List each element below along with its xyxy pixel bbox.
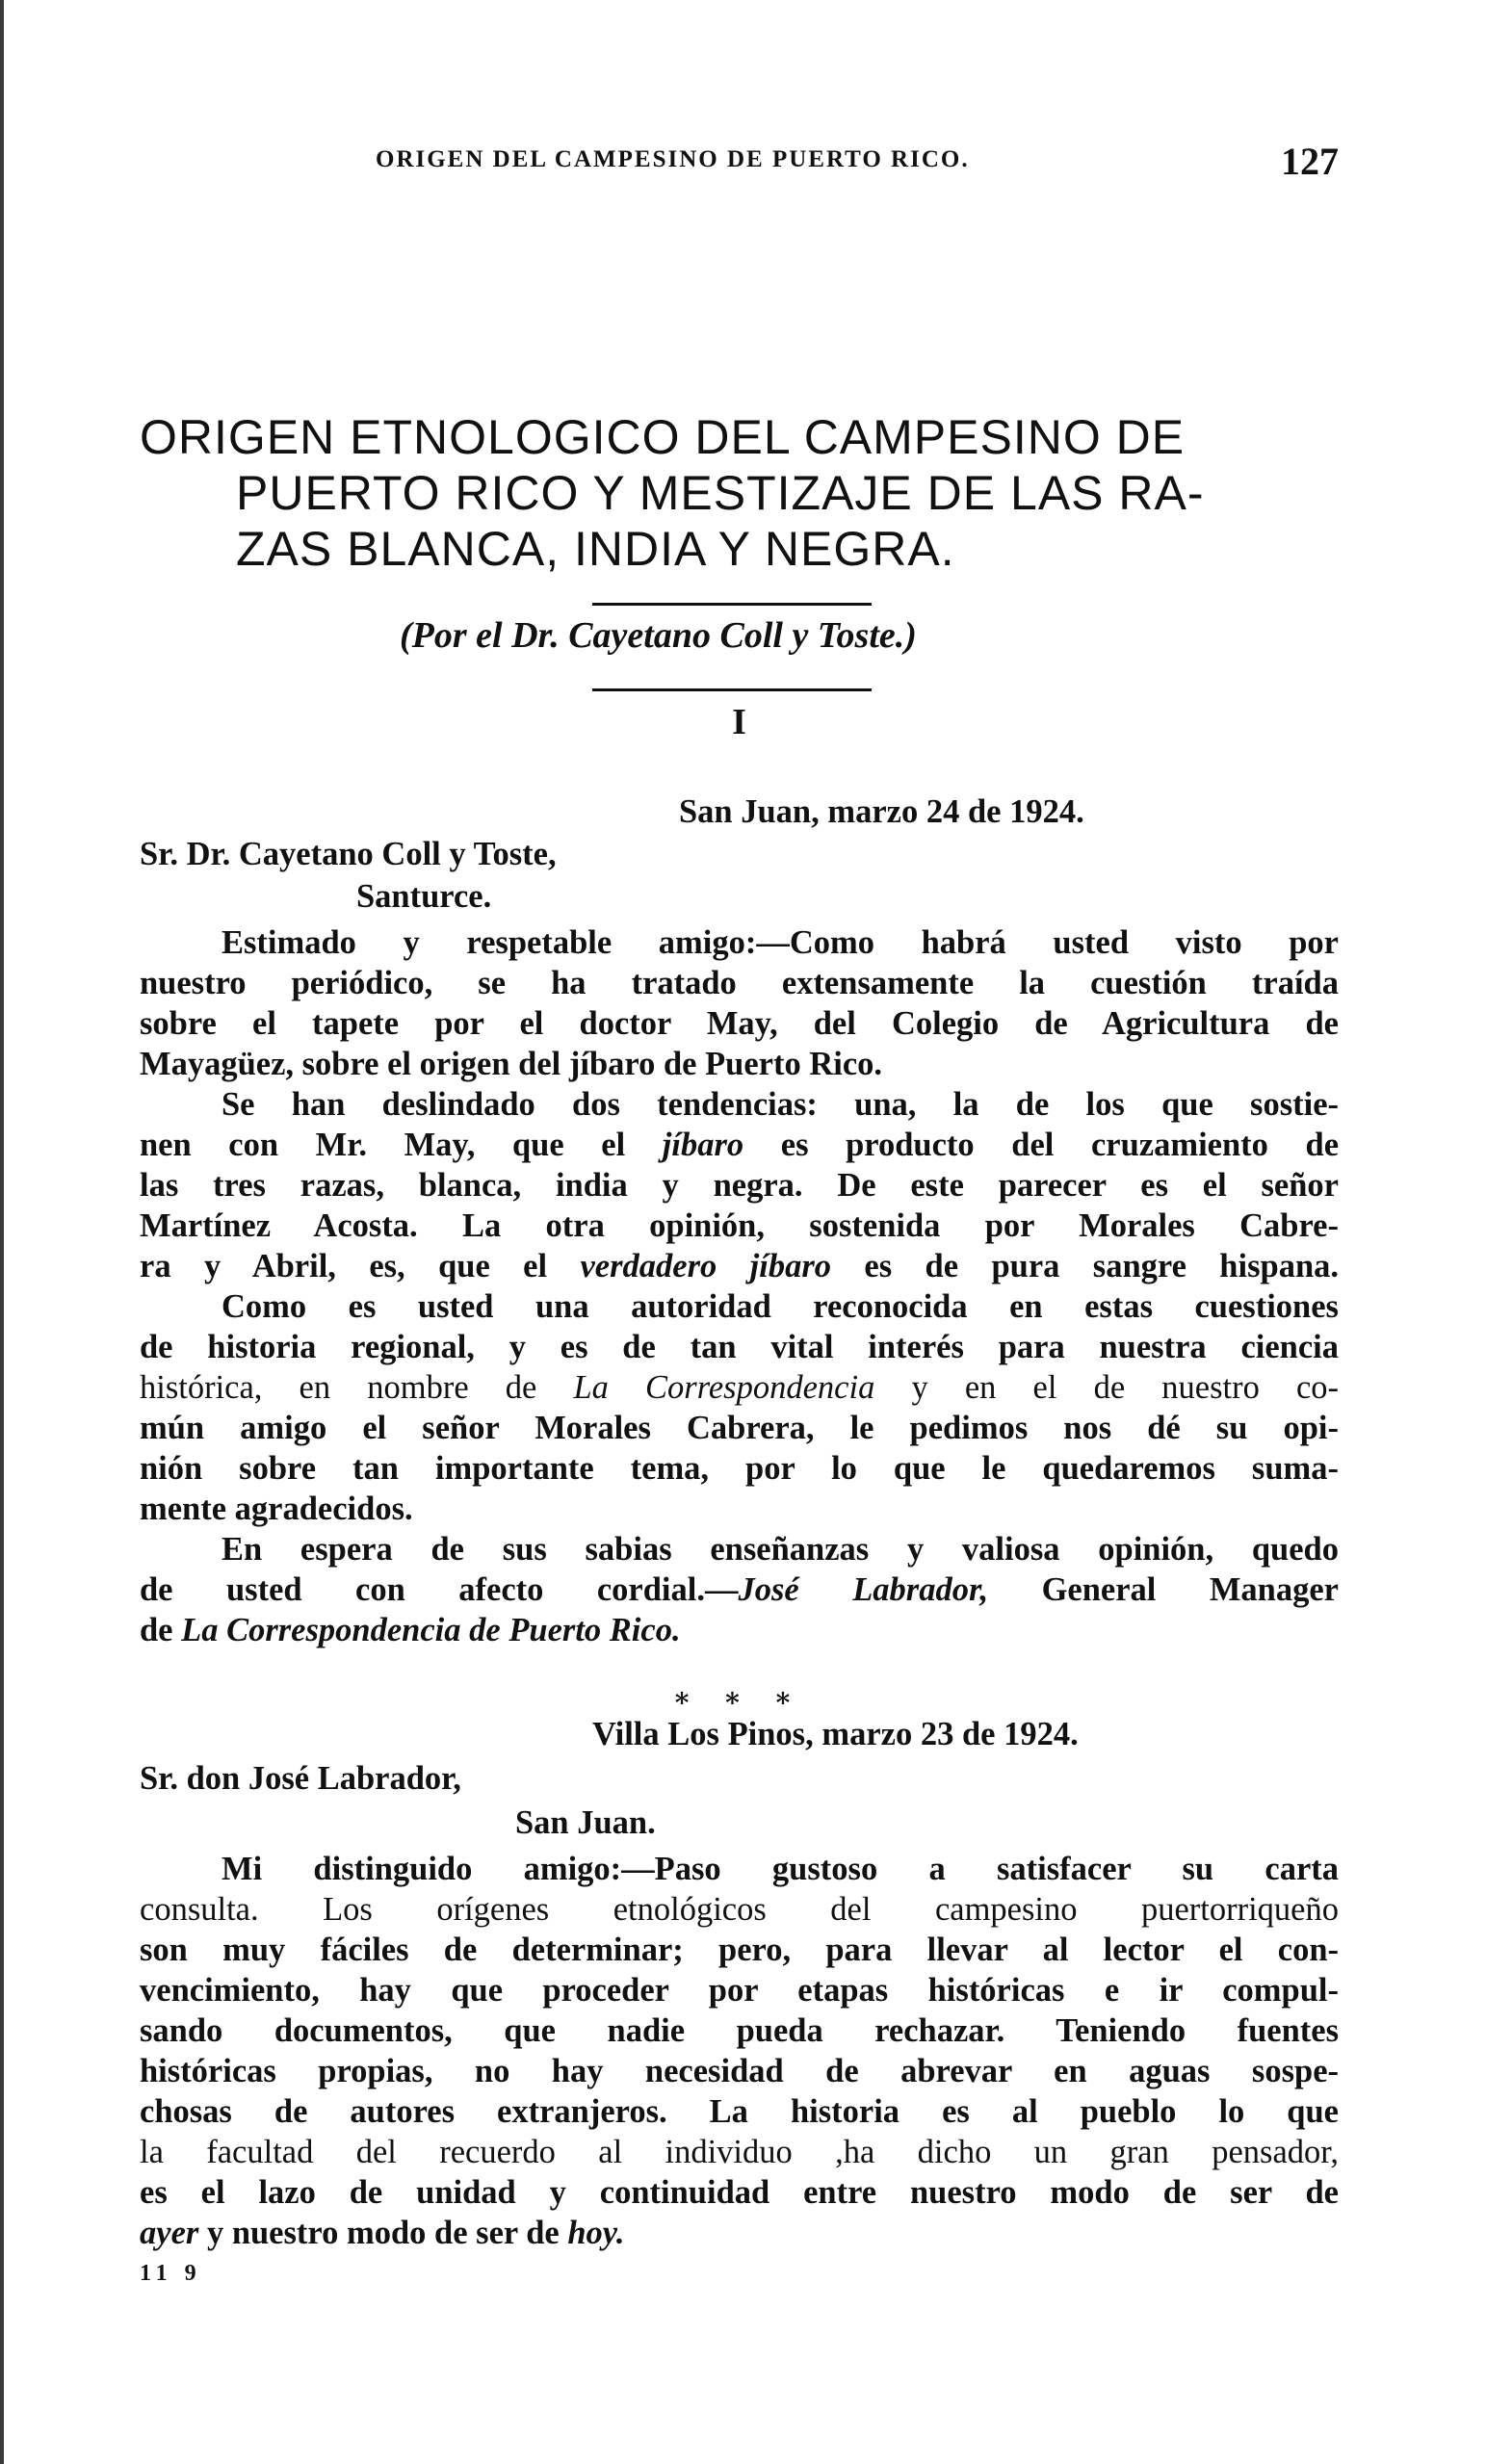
article-title bbox=[140, 409, 1339, 577]
emphasis: ayer bbox=[140, 2215, 199, 2251]
text-line: de historia regional, y es de tan vital interés para nuestra ciencia bbox=[140, 1329, 1339, 1365]
text-line: nión sobre tan importante tema, por lo que le quedaremos suma- bbox=[140, 1450, 1339, 1487]
text-line: históricas propias, no hay necesidad de abrevar en aguas sospe- bbox=[140, 2053, 1339, 2089]
text-line: nen con Mr. May, que el jíbaro es producto del cruzamiento de bbox=[140, 1127, 1340, 1163]
text-line: histórica, en nombre de La Correspondencia y en el de nuestro co- bbox=[140, 1369, 1340, 1406]
page-number: 127 bbox=[1281, 140, 1339, 183]
title-line: ORIGEN ETNOLOGICO DEL CAMPESINO DE bbox=[140, 410, 1186, 464]
emphasis: La Correspondencia de Puerto Rico. bbox=[181, 1612, 681, 1648]
emphasis: La Correspondencia bbox=[573, 1369, 875, 1406]
scan-edge bbox=[0, 0, 4, 2464]
text-line: es el lazo de unidad y continuidad entre nuestro modo de ser de bbox=[140, 2174, 1339, 2211]
text-line: Estimado y respetable amigo:—Como habrá usted visto por bbox=[222, 924, 1339, 961]
divider-rule bbox=[592, 603, 872, 606]
text-line: chosas de autores extranjeros. La historia es al pueblo lo que bbox=[140, 2093, 1339, 2130]
letter-place: San Juan. bbox=[515, 1804, 656, 1841]
text-line: nuestro periódico, se ha tratado extensamente la cuestión traída bbox=[140, 965, 1339, 1001]
title-line: PUERTO RICO Y MESTIZAJE DE LAS RA- bbox=[236, 466, 1205, 520]
letter-date: San Juan, marzo 24 de 1924. bbox=[679, 793, 1084, 830]
text-line: sobre el tapete por el doctor May, del Colegio de Agricultura de bbox=[140, 1005, 1339, 1042]
emphasis: hoy. bbox=[567, 2215, 625, 2251]
emphasis: jíbaro bbox=[662, 1127, 744, 1163]
letter-addressee: Sr. don José Labrador, bbox=[140, 1760, 461, 1797]
signature-mark: 11 9 bbox=[140, 2261, 202, 2286]
text-line: de usted con afecto cordial.—José Labrador, General Manager bbox=[140, 1571, 1339, 1608]
text-line: ayer y nuestro modo de ser de hoy. bbox=[140, 2215, 625, 2251]
running-head bbox=[140, 140, 1339, 189]
byline: (Por el Dr. Cayetano Coll y Toste.) bbox=[400, 615, 917, 656]
text-line: Mayagüez, sobre el origen del jíbaro de Puerto Rico. bbox=[140, 1046, 883, 1082]
text-line: ra y Abril, es, que el verdadero jíbaro es de pura sangre hispana. bbox=[140, 1248, 1340, 1284]
letter-place: Santurce. bbox=[356, 878, 492, 915]
text-line: Mi distinguido amigo:—Paso gustoso a satisfacer su carta bbox=[222, 1851, 1339, 1887]
text-line: mente agradecidos. bbox=[140, 1491, 413, 1527]
letter-addressee: Sr. Dr. Cayetano Coll y Toste, bbox=[140, 836, 557, 872]
text-line: las tres razas, blanca, india y negra. De este parecer es el señor bbox=[140, 1167, 1339, 1204]
text-line: Martínez Acosta. La otra opinión, sostenida por Morales Cabre- bbox=[140, 1207, 1339, 1244]
text-line: En espera de sus sabias enseñanzas y valiosa opinión, quedo bbox=[222, 1531, 1339, 1568]
section-separator: * * * bbox=[674, 1687, 804, 1719]
text-line: mún amigo el señor Morales Cabrera, le pedimos nos dé su opi- bbox=[140, 1410, 1339, 1446]
divider-rule bbox=[592, 688, 872, 691]
running-title: ORIGEN DEL CAMPESINO DE PUERTO RICO. bbox=[376, 146, 970, 172]
text-line: son muy fáciles de determinar; pero, para llevar al lector el con- bbox=[140, 1932, 1339, 1968]
emphasis: verdadero jíbaro bbox=[580, 1248, 832, 1284]
text-line: sando documentos, que nadie pueda rechazar. Teniendo fuentes bbox=[140, 2012, 1339, 2049]
letter-date: Villa Los Pinos, marzo 23 de 1924. bbox=[592, 1716, 1079, 1752]
text-line: vencimiento, hay que proceder por etapas históricas e ir compul- bbox=[140, 1972, 1339, 2009]
title-line: ZAS BLANCA, INDIA Y NEGRA. bbox=[236, 522, 955, 576]
text-line: Se han deslindado dos tendencias: una, la de los que sostie- bbox=[222, 1086, 1339, 1123]
text-line: la facultad del recuerdo al individuo ,ha dicho un gran pensador, bbox=[140, 2134, 1339, 2170]
section-number: I bbox=[732, 702, 746, 742]
signature: José Labrador, bbox=[738, 1571, 989, 1608]
text-line: de La Correspondencia de Puerto Rico. bbox=[140, 1612, 681, 1648]
text-line: Como es usted una autoridad reconocida en estas cuestiones bbox=[222, 1288, 1339, 1325]
text-line: consulta. Los orígenes etnológicos del campesino puertorriqueño bbox=[140, 1891, 1339, 1928]
